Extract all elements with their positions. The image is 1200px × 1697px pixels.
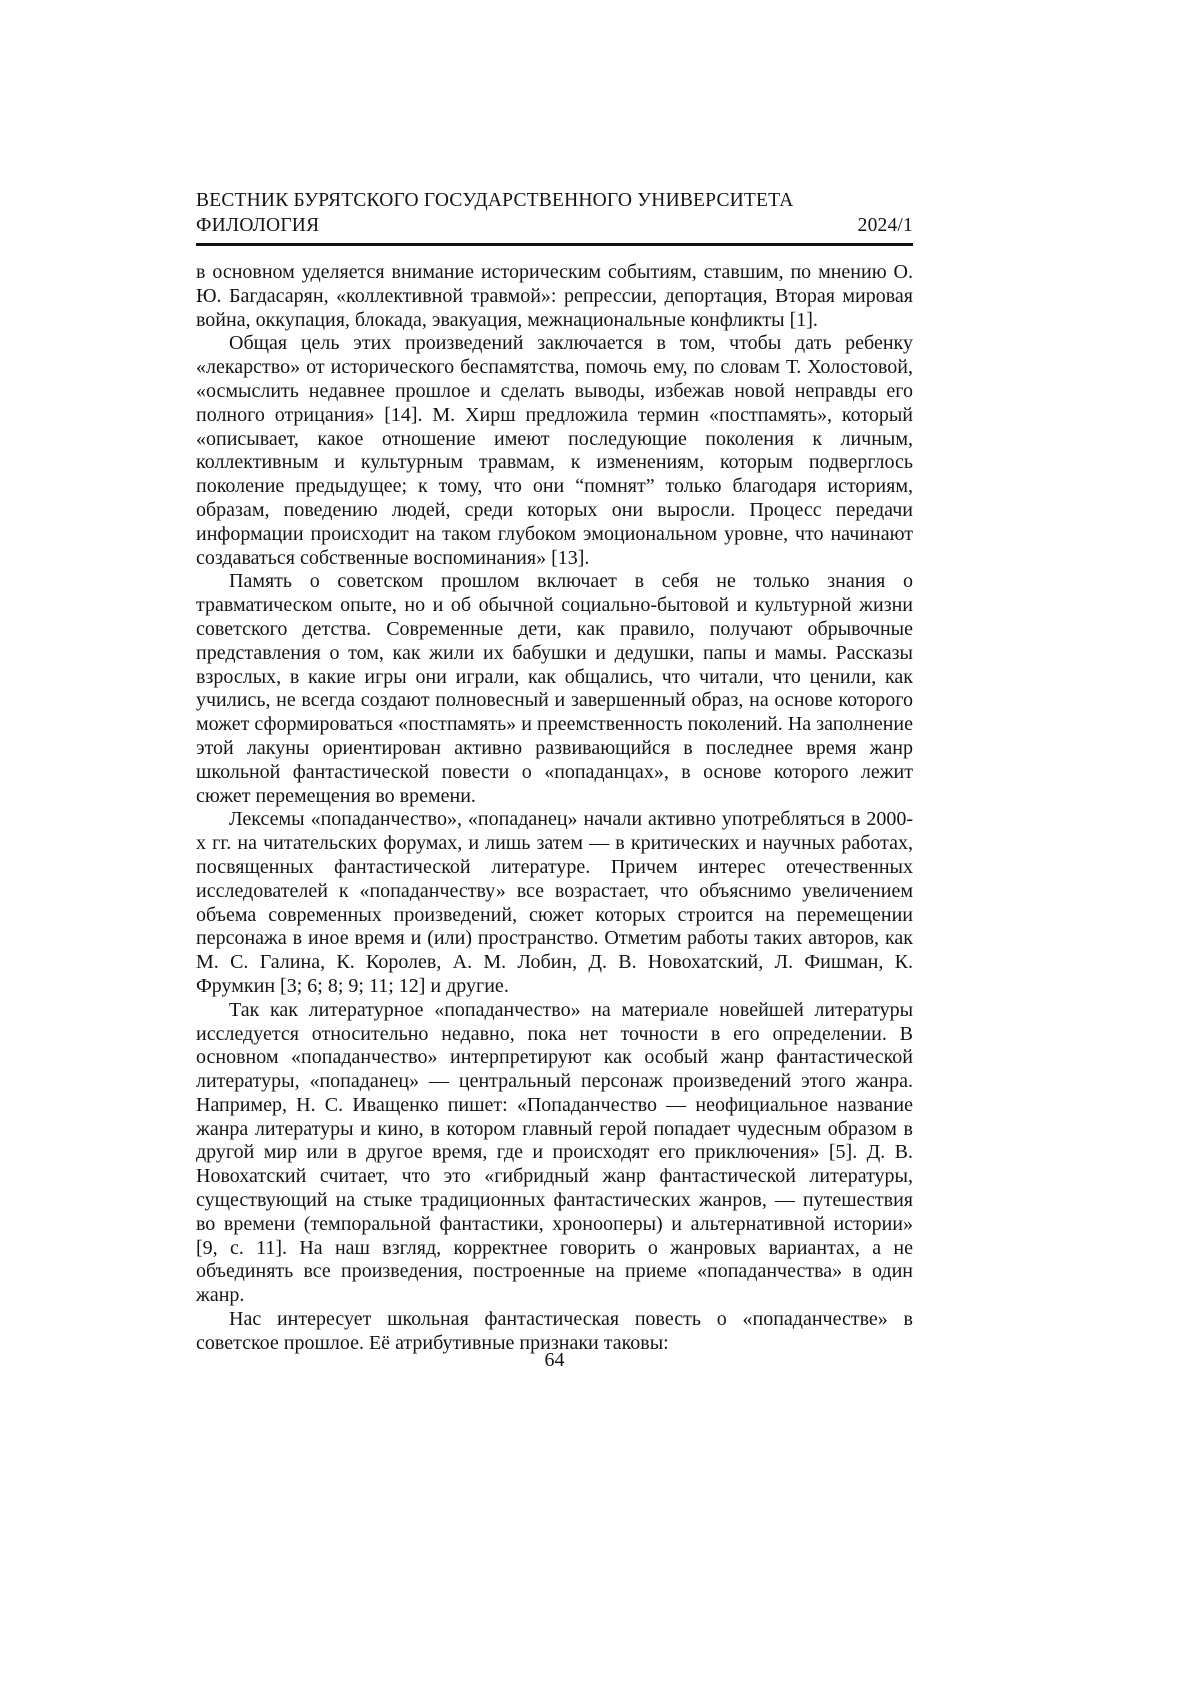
paragraph: Нас интересует школьная фантастическая повесть о «попаданчестве» в советское прошлое. Её атрибутивные признаки таковы: [196, 1308, 913, 1354]
issue-number: 2024/1 [857, 215, 913, 236]
paragraph: Лексемы «попаданчество», «попаданец» начали активно употребляться в 2000-х гг. на читательских форумах, и лишь затем — в критических и научных работах, посвященных фантастической литературе. Причем интерес отечественных исследователей к «попаданчеству» все возрастает, что объяснимо увеличением объема современных произведений, сюжет которых строится на перемещении персонажа в иное время и (или) пространство. Отметим работы таких авторов, как М. С. Галина, К. Королев, А. М. Лобин, Д. В. Новохатский, Л. Фишман, К. Фрумкин [3; 6; 8; 9; 11; 12] и другие. [196, 808, 913, 997]
paragraph: Так как литературное «попаданчество» на материале новейшей литературы исследуется относительно недавно, пока нет точности в его определении. В основном «попаданчество» интерпретируют как особый жанр фантастической литературы, «попаданец» — центральный персонаж произведений этого жанра. Например, Н. С. Иващенко пишет: «Попаданчество — неофициальное название жанра литературы и кино, в котором главный герой попадает чудесным образом в другой мир или в другое время, где и происходят его приключения» [5]. Д. В. Новохатский считает, что это «гибридный жанр фантастической литературы, существующий на стыке традиционных фантастических жанров, — путешествия во времени (темпоральной фантастики, хронооперы) и альтернативной истории» [9, с. 11]. На наш взгляд, корректнее говорить о жанровых вариантах, а не объединять все произведения, построенные на приеме «попаданчества» в один жанр. [196, 998, 913, 1307]
page-number: 64 [544, 1349, 565, 1371]
paragraph: Память о советском прошлом включает в себя не только знания о травматическом опыте, но и об обычной социально-бытовой и культурной жизни советского детства. Современные дети, как правило, получают обрывочные представления о том, как жили их бабушки и дедушки, папы и мамы. Рассказы взрослых, в какие игры они играли, как общались, что читали, что ценили, как учились, не всегда создают полновесный и завершенный образ, на основе которого может сформироваться «постпамять» и преемственность поколений. На заполнение этой лакуны ориентирован активно развивающийся в последнее время жанр школьной фантастической повести о «попаданцах», в основе которого лежит сюжет перемещения во времени. [196, 570, 913, 807]
journal-section: ФИЛОЛОГИЯ [196, 215, 320, 236]
journal-subtitle-row [196, 213, 913, 238]
journal-title: ВЕСТНИК БУРЯТСКОГО ГОСУДАРСТВЕННОГО УНИВЕРСИТЕТА [196, 190, 794, 211]
journal-header [196, 188, 913, 246]
paragraph: в основном уделяется внимание историческим событиям, ставшим, по мнению О. Ю. Багдасарян, «коллективной травмой»: репрессии, депортация, Вторая мировая война, оккупация, блокада, эвакуация, межнациональные конфликты [1]. [196, 261, 913, 331]
header-rule [196, 243, 913, 246]
paragraph: Общая цель этих произведений заключается в том, чтобы дать ребенку «лекарство» от исторического беспамятства, помочь ему, по словам Т. Холостовой, «осмыслить недавнее прошлое и сделать выводы, избежав новой неправды его полного отрицания» [14]. М. Хирш предложила термин «постпамять», который «описывает, какое отношение имеют последующие поколения к личным, коллективным и культурным травмам, к изменениям, которым подверглось поколение предыдущее; к тому, что они “помнят” только благодаря историям, образам, поведению людей, среди которых они выросли. Процесс передачи информации происходит на таком глубоком эмоциональном уровне, что начинают создаваться собственные воспоминания» [13]. [196, 332, 913, 569]
article-body [196, 261, 913, 1356]
document-page [196, 188, 913, 1356]
